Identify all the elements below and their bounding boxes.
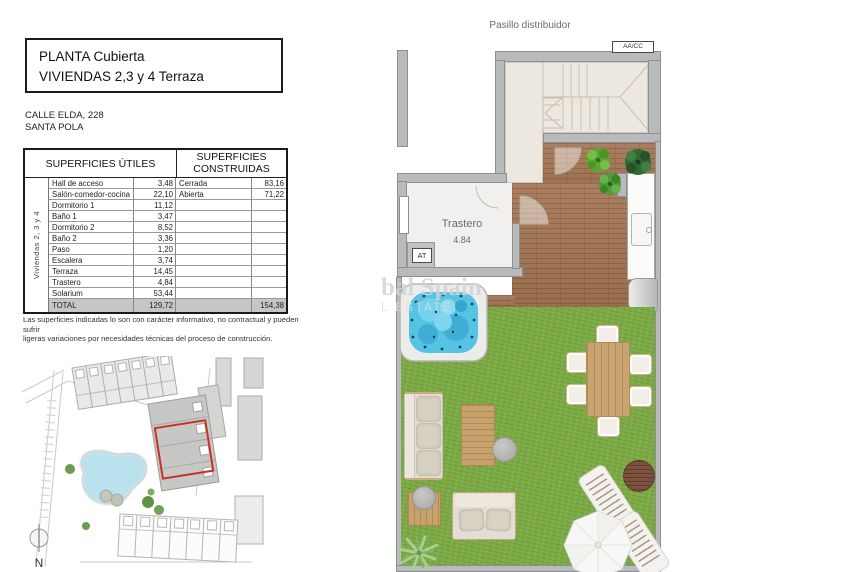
disclaimer — [23, 315, 303, 344]
built-label: Cerrada — [176, 178, 252, 189]
wall-stair-right — [648, 60, 661, 135]
room-area: 3,47 — [134, 211, 176, 222]
title-box — [25, 38, 283, 93]
watermark-line1: bal Spain — [381, 274, 482, 301]
disclaimer-line2: ligeras variaciones por necesidades técnicas del proceso de construcción. — [23, 334, 273, 344]
built-area — [252, 211, 286, 222]
title-line2: VIVIENDAS 2,3 y 4 Terraza — [39, 69, 204, 84]
built-label — [176, 200, 252, 211]
dining-chair — [629, 354, 652, 375]
room-area: 1,20 — [134, 244, 176, 255]
header-superficies-utiles: SUPERFICIES ÚTILES — [25, 150, 177, 177]
dining-chair — [629, 386, 652, 407]
room-name: Baño 2 — [49, 233, 134, 244]
built-label — [176, 288, 252, 299]
total-construidas: 154,38 — [260, 301, 284, 310]
site-plan — [20, 356, 265, 570]
room-name: Dormitorio 2 — [49, 222, 134, 233]
title-line1: PLANTA Cubierta — [39, 49, 145, 64]
room-area: 3,36 — [134, 233, 176, 244]
disclaimer-line1: Las superficies indicadas lo son con carácter informativo, no contractual y pueden sufrir — [23, 315, 299, 334]
built-area — [252, 233, 286, 244]
built-area — [252, 277, 286, 288]
room-name: Trastero — [49, 277, 134, 288]
total-row — [49, 299, 286, 312]
header-superficies-construidas: SUPERFICIES CONSTRUIDAS — [193, 151, 270, 175]
table-row — [49, 233, 286, 244]
table-row — [49, 288, 286, 299]
door-arcs — [390, 140, 600, 240]
group-label: Viviendas 2, 3 y 4 — [32, 210, 41, 280]
address-street: CALLE ELDA, 228 — [25, 110, 104, 121]
round-wood-table — [623, 460, 655, 492]
at-label-box: AT — [412, 248, 432, 263]
wall-right — [655, 141, 661, 572]
room-name: Solarium — [49, 288, 134, 299]
table-row — [49, 266, 286, 277]
room-name: Terraza — [49, 266, 134, 277]
fern-plant — [395, 533, 445, 572]
built-area — [252, 244, 286, 255]
faucet-icon — [646, 227, 652, 233]
address-city: SANTA POLA — [25, 121, 84, 133]
room-name: Escalera — [49, 255, 134, 266]
built-label — [176, 266, 252, 277]
group-label-cell — [25, 178, 49, 312]
plant-icon — [625, 149, 651, 175]
room-name: Hall de acceso — [49, 178, 134, 189]
room-area: 14,45 — [134, 266, 176, 277]
watermark-line2: L ESTATE — [381, 302, 454, 314]
room-name: Paso — [49, 244, 134, 255]
room-area: 8,52 — [134, 222, 176, 233]
jacuzzi — [398, 282, 490, 364]
room-name: Dormitorio 1 — [49, 200, 134, 211]
deck-plants — [584, 142, 656, 200]
corridor-label: Pasillo distribuidor — [489, 20, 571, 31]
total-utiles: 129,72 — [134, 299, 176, 312]
table-row — [49, 178, 286, 189]
compass-label: N — [34, 556, 44, 570]
total-spacer — [176, 299, 252, 312]
built-label — [176, 211, 252, 222]
built-label — [176, 244, 252, 255]
built-label — [176, 255, 252, 266]
table-row — [49, 189, 286, 200]
room-area: 3,74 — [134, 255, 176, 266]
table-row — [49, 200, 286, 211]
built-area — [252, 255, 286, 266]
table-row — [49, 222, 286, 233]
aacc-unit-label: AA/CC — [612, 41, 654, 53]
built-label: Abierta — [176, 189, 252, 200]
storage-label: Trastero — [441, 218, 483, 230]
garden-sofa — [404, 392, 443, 480]
built-area — [252, 222, 286, 233]
houses-bottom-row — [118, 514, 238, 562]
stone-ottoman — [412, 486, 436, 510]
room-name: Salón-comedor-cocina — [49, 189, 134, 200]
room-area: 22,10 — [134, 189, 176, 200]
coffee-table — [461, 404, 495, 466]
built-area — [252, 266, 286, 277]
plant-icon — [599, 173, 621, 195]
room-area: 3,48 — [134, 178, 176, 189]
built-label — [176, 277, 252, 288]
built-area — [252, 200, 286, 211]
built-label — [176, 222, 252, 233]
built-area: 71,22 — [252, 189, 286, 200]
garden-loveseat — [452, 492, 516, 540]
parasol — [562, 509, 636, 572]
wall-storage-bottom — [397, 267, 523, 277]
table-row — [49, 255, 286, 266]
stone-ottoman — [492, 437, 517, 462]
areas-table-header — [25, 150, 286, 178]
built-label — [176, 233, 252, 244]
areas-table — [23, 148, 288, 314]
built-area: 83,16 — [252, 178, 286, 189]
table-row — [49, 244, 286, 255]
address — [25, 110, 104, 133]
room-area: 4,84 — [134, 277, 176, 288]
built-area — [252, 288, 286, 299]
room-name: Baño 1 — [49, 211, 134, 222]
table-row — [49, 277, 286, 288]
total-label: TOTAL — [49, 299, 134, 312]
areas-rows — [49, 178, 286, 299]
plant-icon — [586, 148, 610, 172]
table-row — [49, 211, 286, 222]
room-area: 53,44 — [134, 288, 176, 299]
dining-chair — [597, 416, 620, 437]
dining-table — [586, 342, 630, 417]
room-area: 11,12 — [134, 200, 176, 211]
wall-left-upper — [397, 50, 408, 147]
storage-area-value: 4.84 — [453, 235, 471, 245]
